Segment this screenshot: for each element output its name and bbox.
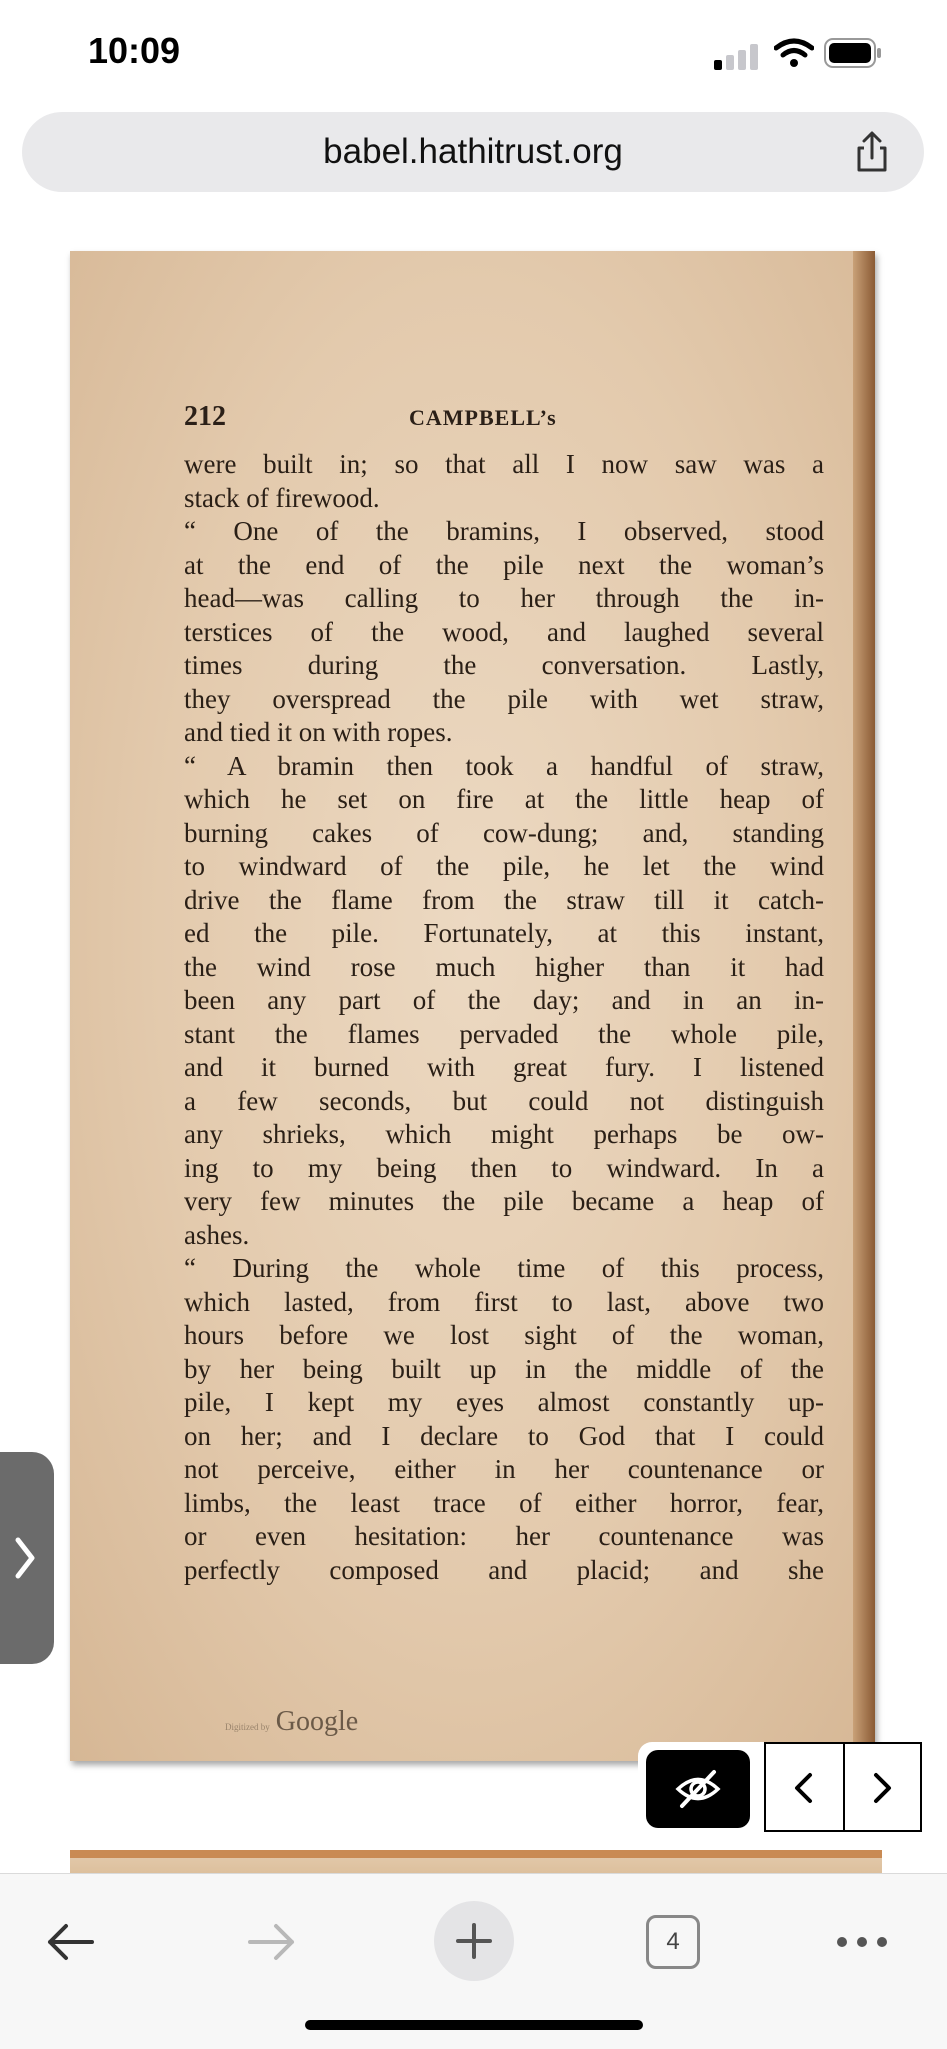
scanned-page	[70, 251, 875, 1761]
book-viewer	[0, 213, 947, 1873]
url-text[interactable]: babel.hathitrust.org	[323, 132, 623, 171]
arrow-left-icon	[42, 1914, 98, 1970]
text-line: which he set on fire at the little heap of	[184, 784, 824, 814]
text-line: ashes.	[184, 1219, 250, 1250]
text-line: the wind rose much higher than it had	[184, 951, 824, 982]
chevron-right-icon	[868, 1772, 896, 1804]
battery-icon	[824, 38, 882, 68]
text-line: stack of firewood.	[184, 482, 380, 513]
side-panel-toggle[interactable]	[0, 1452, 54, 1664]
watermark-google: Google	[275, 1706, 359, 1737]
status-bar	[0, 0, 947, 110]
home-indicator	[305, 2020, 643, 2030]
page-number: 212	[184, 401, 226, 432]
share-icon[interactable]	[850, 130, 894, 174]
status-time: 10:09	[88, 30, 181, 71]
text-line: “ One of the bramins, I observed, stood	[184, 516, 824, 546]
text-line: they overspread the pile with wet straw,	[184, 683, 824, 714]
text-line: been any part of the day; and in an in-	[184, 985, 824, 1015]
text-line: which lasted, from first to last, above two	[184, 1286, 824, 1317]
forward-button[interactable]	[244, 1914, 300, 1970]
text-line: perfectly composed and placid; and she	[184, 1554, 824, 1585]
text-line: at the end of the pile next the woman’s	[184, 549, 824, 580]
text-line: on her; and I declare to God that I could	[184, 1420, 824, 1451]
text-line: ed the pile. Fortunately, at this instant,	[184, 918, 824, 948]
next-page-button[interactable]	[844, 1744, 920, 1830]
text-line: very few minutes the pile became a heap of	[184, 1186, 824, 1216]
cellular-signal-icon	[714, 44, 762, 70]
watermark-digitized: Digitized by	[225, 1722, 270, 1732]
text-line: not perceive, either in her countenance or	[184, 1454, 824, 1484]
text-line: any shrieks, which might perhaps be ow-	[184, 1119, 824, 1149]
text-line: or even hesitation: her countenance was	[184, 1521, 824, 1551]
page-text	[184, 448, 824, 1587]
hide-controls-button[interactable]	[646, 1750, 750, 1828]
google-watermark	[225, 1706, 358, 1738]
wifi-icon	[774, 38, 814, 68]
text-line: burning cakes of cow-dung; and, standing	[184, 817, 824, 848]
text-line: a few seconds, but could not distinguish	[184, 1085, 824, 1116]
text-line: ing to my being then to windward. In a	[184, 1152, 824, 1183]
browser-toolbar	[0, 1873, 947, 2049]
arrow-right-icon	[244, 1914, 300, 1970]
page-edge	[853, 251, 875, 1761]
text-line: terstices of the wood, and laughed several	[184, 616, 824, 647]
page-nav	[764, 1742, 922, 1832]
text-line: head—was calling to her through the in-	[184, 583, 824, 613]
viewer-controls	[638, 1742, 925, 1832]
text-line: drive the flame from the straw till it catch-	[184, 884, 824, 915]
text-line: and it burned with great fury. I listened	[184, 1052, 824, 1082]
text-line: stant the flames pervaded the whole pile,	[184, 1018, 824, 1049]
text-line: by her being built up in the middle of the	[184, 1353, 824, 1384]
address-bar[interactable]	[22, 112, 924, 192]
text-line: were built in; so that all I now saw was a	[184, 449, 824, 479]
ellipsis-icon[interactable]	[834, 1930, 890, 1954]
chevron-left-icon	[790, 1772, 818, 1804]
text-line: and tied it on with ropes.	[184, 717, 453, 747]
tab-switcher-button[interactable]: 4	[646, 1915, 700, 1969]
running-head: CAMPBELL’s	[409, 405, 557, 430]
text-line: times during the conversation. Lastly,	[184, 650, 824, 680]
back-button[interactable]	[42, 1914, 98, 1970]
previous-page-button[interactable]	[766, 1744, 845, 1830]
text-line: hours before we lost sight of the woman,	[184, 1320, 824, 1350]
plus-icon	[454, 1921, 494, 1961]
eye-slash-icon	[674, 1766, 722, 1812]
new-tab-button[interactable]	[434, 1901, 514, 1981]
chevron-right-icon	[10, 1536, 40, 1580]
text-line: to windward of the pile, he let the wind	[184, 851, 824, 881]
text-line: “ A bramin then took a handful of straw,	[184, 750, 824, 781]
text-line: pile, I kept my eyes almost constantly up-	[184, 1387, 824, 1417]
text-line: “ During the whole time of this process,	[184, 1253, 824, 1283]
text-line: limbs, the least trace of either horror, fear,	[184, 1487, 824, 1518]
